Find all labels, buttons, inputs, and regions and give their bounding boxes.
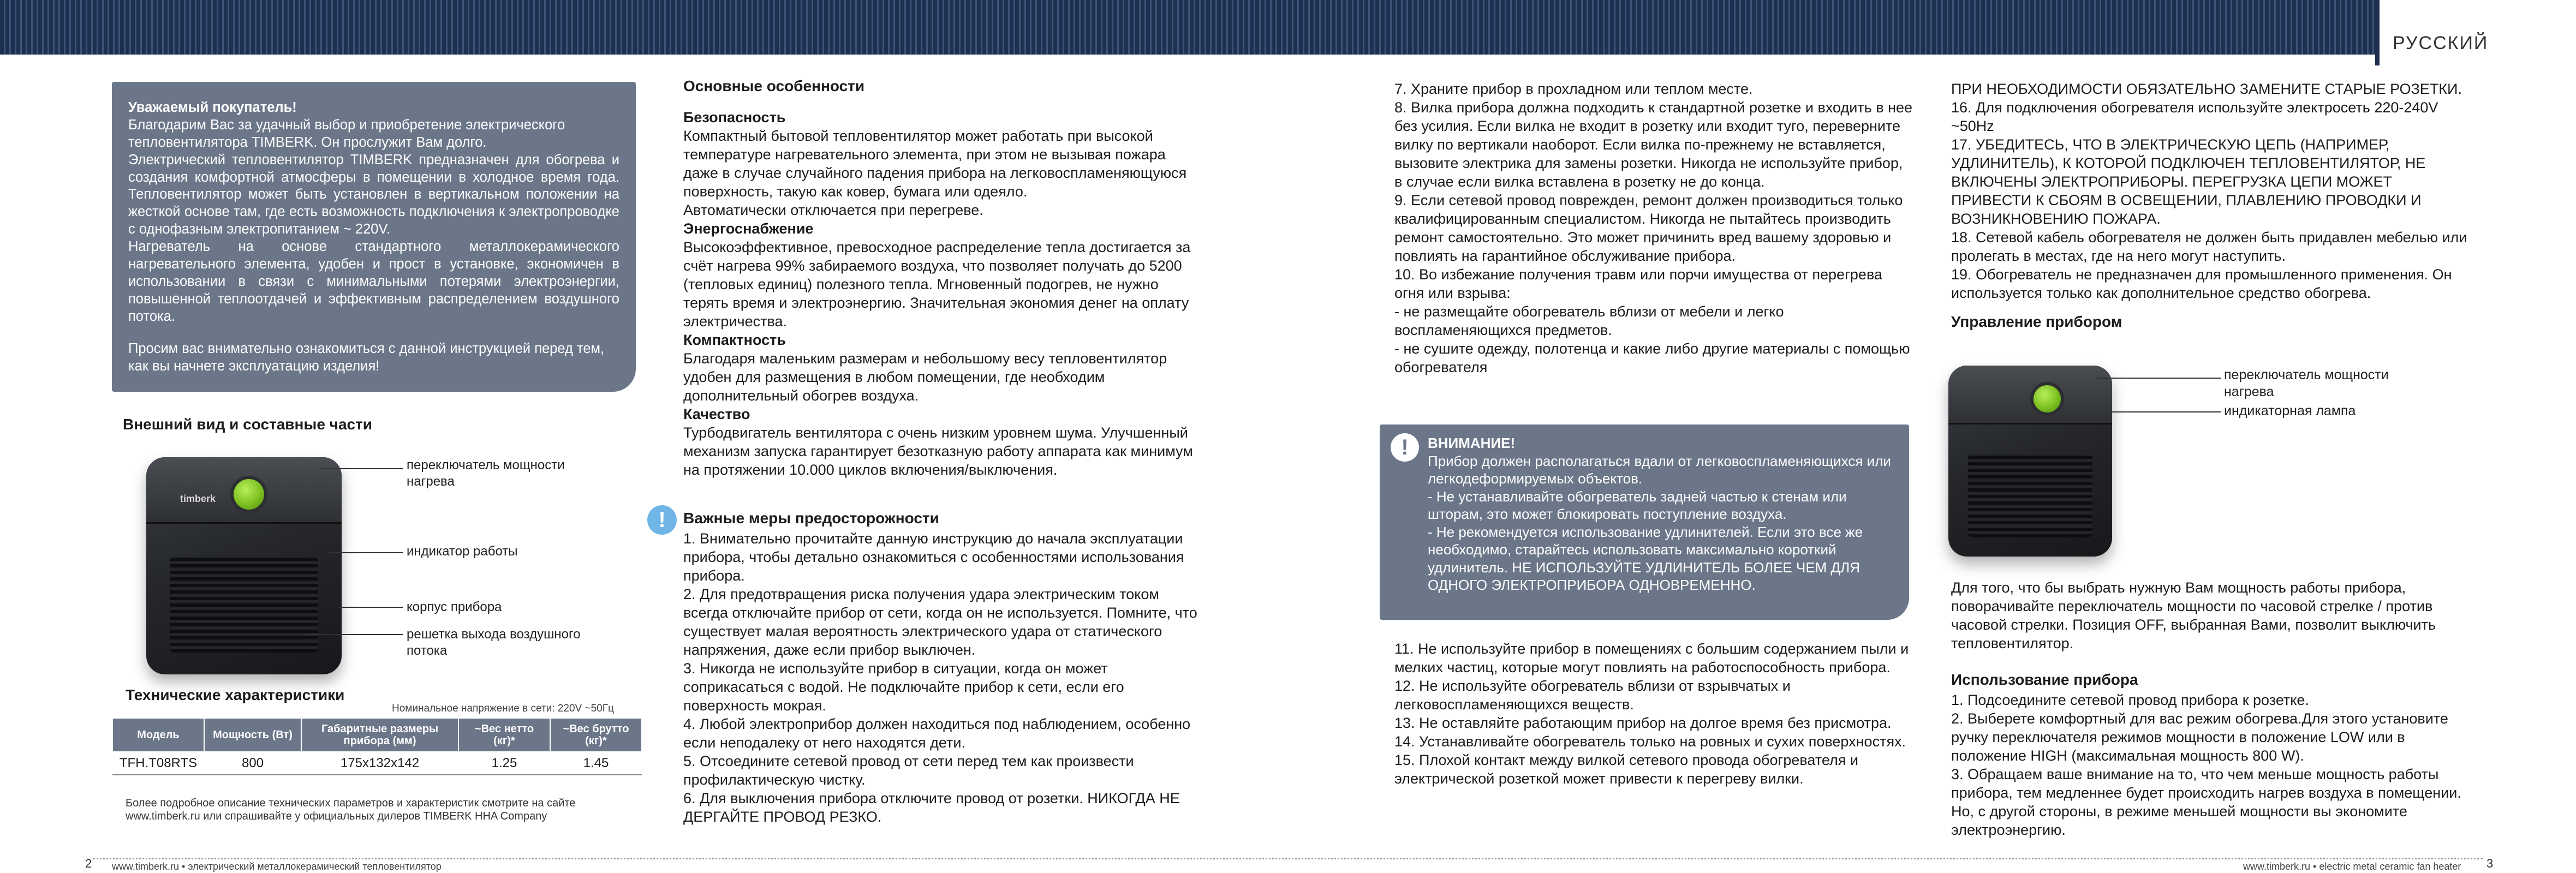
header-band [0, 0, 2576, 55]
page-number-right: 3 [2486, 857, 2494, 870]
callout-power-switch: переключатель мощности нагрева [407, 458, 565, 489]
spec-cell: 175x132x142 [301, 752, 458, 775]
usage-title: Использование прибора [1951, 671, 2138, 688]
heater-logo: timberk [180, 493, 216, 504]
usage-item: 2. Выберете комфортный для вас режим обогрева.Для этого установите ручку переключателя режимов мощности в положение LOW или в положение HIGH (максимальная мощность 800 W). [1951, 710, 2448, 764]
precaution-item: 9. Если сетевой провод поврежден, ремонт должен производиться только квалифицированным специалистом. Никогда не пытайтесь производить ремонт самостоятельно. Это может причинить вред вашему здоровью и повлиять на гарантийное обслуживание прибора. [1394, 192, 1903, 265]
precaution-item: - не сушите одежду, полотенца и какие либо другие материалы с помощью обогревателя [1394, 340, 1910, 376]
power-knob-icon [2030, 382, 2064, 416]
precaution-item: 13. Не оставляйте работающим прибор на долгое время без присмотра. [1394, 715, 1892, 732]
precautions-title: Важные меры предосторожности [683, 510, 939, 527]
precaution-item: - не размещайте обогреватель вблизи от мебели и легко воспламеняющихся предметов. [1394, 303, 1784, 339]
feature-text: Турбодвигатель вентилятора с очень низким уровнем шума. Улучшенный механизм запуска гарантирует безотказную работу аппарата как минимум на протяжении 10.000 циклов включения/выключения. [683, 424, 1193, 479]
spec-header: Мощность (Вт) [204, 718, 301, 752]
air-grille [1968, 453, 2092, 537]
precaution-item: 6. Для выключения прибора отключите провод от розетки. НИКОГДА НЕ ДЕРГАЙТЕ ПРОВОД РЕЗКО. [683, 790, 1180, 826]
warning-box [1380, 424, 1909, 620]
callout-line [338, 607, 403, 608]
callout-line [327, 552, 403, 553]
specs-footnote: Более подробное описание технических параметров и характеристик смотрите на сайте www.timberk.ru или спрашивайте у официальных дилеров TIMBERK HHA Company [126, 797, 576, 822]
precaution-item: 8. Вилка прибора должна подходить к стандартной розетке и входить в нее без усилия. Если вилка не входит в розетку или входит туго, переверните вилку по вертикали наоборот. Если вилка по-прежнему не вставляется, вызовите электрика для замены розетки. Никогда не используйте прибор, в случае если вилка вставлена в розетку не до конца. [1394, 99, 1913, 190]
precaution-item: 12. Не используйте обогреватель вблизи от взрывчатых и легковоспламеняющихся веществ. [1394, 678, 1791, 713]
warning-line: - Не устанавливайте обогреватель задней частью к стенам или шторам, это может блокировать поступление воздуха. [1428, 488, 1847, 522]
feature-heading: Качество [683, 406, 750, 423]
greeting-paragraph: Нагреватель на основе стандартного металлокерамического нагревательного элемента, удобен и прост в установке, экономичен в использовании в связи с минимальными потерями электроэнергии, повышенной теплоотдачей и эффективным распределением воздушного потока. [128, 239, 619, 324]
warning-line: - Не рекомендуется использование удлинителей. Если это все же необходимо, старайтесь использовать максимально короткий удлинитель. НЕ ИСПОЛЬЗУЙТЕ УДЛИНИТЕЛЬ БОЛЕЕ ЧЕМ ДЛЯ ОДНОГО ЭЛЕКТРОПРИБОРА ОДНОВРЕМЕННО. [1428, 523, 1863, 593]
footer-divider [93, 858, 2483, 859]
warning-line: Прибор должен располагаться вдали от легковоспламеняющихся или легкодеформируемых объектов. [1428, 452, 1891, 487]
spec-cell: TFH.T08RTS [112, 752, 204, 775]
exterior-title: Внешний вид и составные части [123, 416, 373, 433]
footer-right-text: www.timberk.ru • electric metal ceramic fan heater [2243, 861, 2461, 872]
feature-text: Компактный бытовой тепловентилятор может работать при высокой температуре нагревательного элемента, при этом не вызывая пожара даже в случае случайного падения прибора на легковоспламеняющуюся поверхность, такую как ковер, бумага или одеяло. [683, 128, 1187, 200]
usage-item: 3. Обращаем ваше внимание на то, что чем меньше мощность работы прибора, тем медленнее будет происходить нагрев воздуха в помещении. Но, с другой стороны, в режиме меньшей мощности вы экономите электроэнергию. [1951, 766, 2461, 839]
warning-title: ВНИМАНИЕ! [1428, 435, 1516, 451]
control-title: Управление прибором [1951, 313, 2122, 330]
precaution-item: 3. Никогда не используйте прибор в ситуации, когда он может соприкасаться с водой. Не подключайте прибор к сети, если его поверхность мокрая. [683, 660, 1124, 714]
spec-cell: 1.45 [550, 752, 642, 775]
greeting-title: Уважаемый покупатель! [128, 100, 297, 115]
heater-image-control [1948, 366, 2112, 557]
feature-heading: Безопасность [683, 109, 786, 125]
spec-header: ~Вес нетто (кг)* [458, 718, 550, 752]
precaution-item: 7. Храните прибор в прохладном или теплом месте. [1394, 81, 1753, 97]
precaution-item: 19. Обогреватель не предназначен для промышленного применения. Он используется только как дополнительное средство обогрева. [1951, 266, 2452, 302]
air-grille [170, 557, 318, 653]
precaution-item: 18. Сетевой кабель обогревателя не должен быть придавлен мебелью или пролегать в местах, где на него могут наступить. [1951, 229, 2467, 265]
page-number-left: 2 [85, 857, 92, 870]
callout-line [321, 468, 403, 469]
feature-heading: Компактность [683, 332, 786, 349]
feature-text: Высокоэффективное, превосходное распределение тепла достигается за счёт нагрева 99% забираемого воздуха, что позволяет получать до 5200 (тепловых единиц) полезного тепла. Мгновенный подогрев, не нужно терять время и электроэнергию. Значительная экономия денег на оплату электричества. [683, 239, 1191, 330]
control-text: Для того, что бы выбрать нужную Вам мощность работы прибора, поворачивайте переключатель мощности по часовой стрелке / против часовой стрелки. Позиция OFF, выбранная Вами, позволит выключить тепловентилятор. [1951, 579, 2436, 652]
feature-text: Автоматически отключается при перегреве. [683, 202, 983, 219]
features-title: Основные особенности [683, 77, 865, 94]
precaution-item: 10. Во избежание получения травм или порчи имущества от перегрева огня или взрыва: [1394, 266, 1883, 302]
precaution-item: 4. Любой электроприбор должен находиться под наблюдением, особенно если неподалеку от него находятся дети. [683, 716, 1191, 751]
feature-heading: Энергоснабжение [683, 220, 814, 237]
spec-header: Габаритные размеры прибора (мм) [301, 718, 458, 752]
greeting-paragraph: Просим вас внимательно ознакомиться с данной инструкцией перед тем, как вы начнете эксплуатацию изделия! [128, 341, 605, 374]
precaution-item: ПРИ НЕОБХОДИМОСТИ ОБЯЗАТЕЛЬНО ЗАМЕНИТЕ СТАРЫЕ РОЗЕТКИ. [1951, 81, 2462, 97]
specs-table [112, 717, 642, 775]
heater-image-front [146, 457, 342, 674]
power-knob-icon [230, 476, 267, 513]
callout-line [2096, 378, 2221, 379]
spec-header: ~Вес брутто (кг)* [550, 718, 642, 752]
specs-title: Технические характеристики [126, 686, 345, 703]
callout-line [2079, 411, 2221, 412]
precaution-item: 15. Плохой контакт между вилкой сетевого провода обогревателя и электрической розеткой может привести к перегреву вилки. [1394, 752, 1858, 787]
precaution-item: 14. Устанавливайте обогреватель только на ровных и сухих поверхностях. [1394, 733, 1906, 750]
precaution-item: 16. Для подключения обогревателя используйте электросеть 220-240V ~50Hz [1951, 99, 2438, 135]
warning-icon: ! [1391, 433, 1419, 462]
precaution-item: 5. Отсоедините сетевой провод от сети перед тем как произвести профилактическую чистку. [683, 753, 1134, 788]
precaution-item: 11. Не используйте прибор в помещениях с большим содержанием пыли и мелких частиц, которые могут повлиять на работоспособность прибора. [1394, 641, 1909, 676]
callout-grille: решетка выхода воздушного потока [407, 627, 581, 658]
feature-text: Благодаря маленьким размерам и небольшому весу тепловентилятор удобен для размещения в любом помещении, где необходим дополнительный обогрев воздуха. [683, 350, 1167, 404]
precaution-item: 17. УБЕДИТЕСЬ, ЧТО В ЭЛЕКТРИЧЕСКУЮ ЦЕПЬ (НАПРИМЕР, УДЛИНИТЕЛЬ), К КОТОРОЙ ПОДКЛЮЧЕН ТЕПЛОВЕНТИЛЯТОР, НЕ ВКЛЮЧЕНЫ ЭЛЕКТРОПРИБОРЫ. ПЕРЕГРУЗКА ЦЕПИ МОЖЕТ ПРИВЕСТИ К СБОЯМ В ОСВЕЩЕНИИ, ПЛАВЛЕНИЮ ПРОВОДКИ И ВОЗНИКНОВЕНИЮ ПОЖАРА. [1951, 136, 2426, 228]
info-icon: ! [647, 505, 677, 535]
control-callout-lamp: индикаторная лампа [2224, 403, 2356, 418]
spec-cell: 800 [204, 752, 301, 775]
language-label: РУССКИЙ [2393, 33, 2489, 53]
usage-item: 1. Подсоедините сетевой провод прибора к розетке. [1951, 692, 2309, 708]
callout-line [306, 634, 403, 635]
voltage-note: Номинальное напряжение в сети: 220V ~50Гц [392, 703, 614, 714]
language-tab [2375, 0, 2576, 65]
callout-housing: корпус прибора [407, 600, 502, 614]
precaution-item: 2. Для предотвращения риска получения удара электрическим током всегда отключайте прибор от сети, когда он не используется. Помните, что существует малая вероятность электрического удара от статического напряжения, даже если прибор выключен. [683, 586, 1197, 659]
control-callout-switch: переключатель мощности нагрева [2224, 367, 2389, 400]
spec-header: Модель [112, 718, 204, 752]
callout-indicator: индикатор работы [407, 544, 518, 559]
greeting-paragraph: Электрический тепловентилятор TIMBERK предназначен для обогрева и создания комфортной атмосферы в помещении в холодное время года. Тепловентилятор может быть установлен в вертикальном положении на жесткой основе там, где есть возможность подключения к электропроводке с однофазным электропитанием ~ 220V. [128, 152, 619, 237]
greeting-paragraph: Благодарим Вас за удачный выбор и приобретение электрического тепловентилятора TIMBERK. Он прослужит Вам долго. [128, 117, 565, 150]
spec-cell: 1.25 [458, 752, 550, 775]
greeting-box [112, 82, 636, 392]
footer-left-text: www.timberk.ru • электрический металлокерамический тепловентилятор [112, 861, 442, 872]
precaution-item: 1. Внимательно прочитайте данную инструкцию до начала эксплуатации прибора, чтобы детально ознакомиться с особенностями использования прибора. [683, 530, 1184, 584]
